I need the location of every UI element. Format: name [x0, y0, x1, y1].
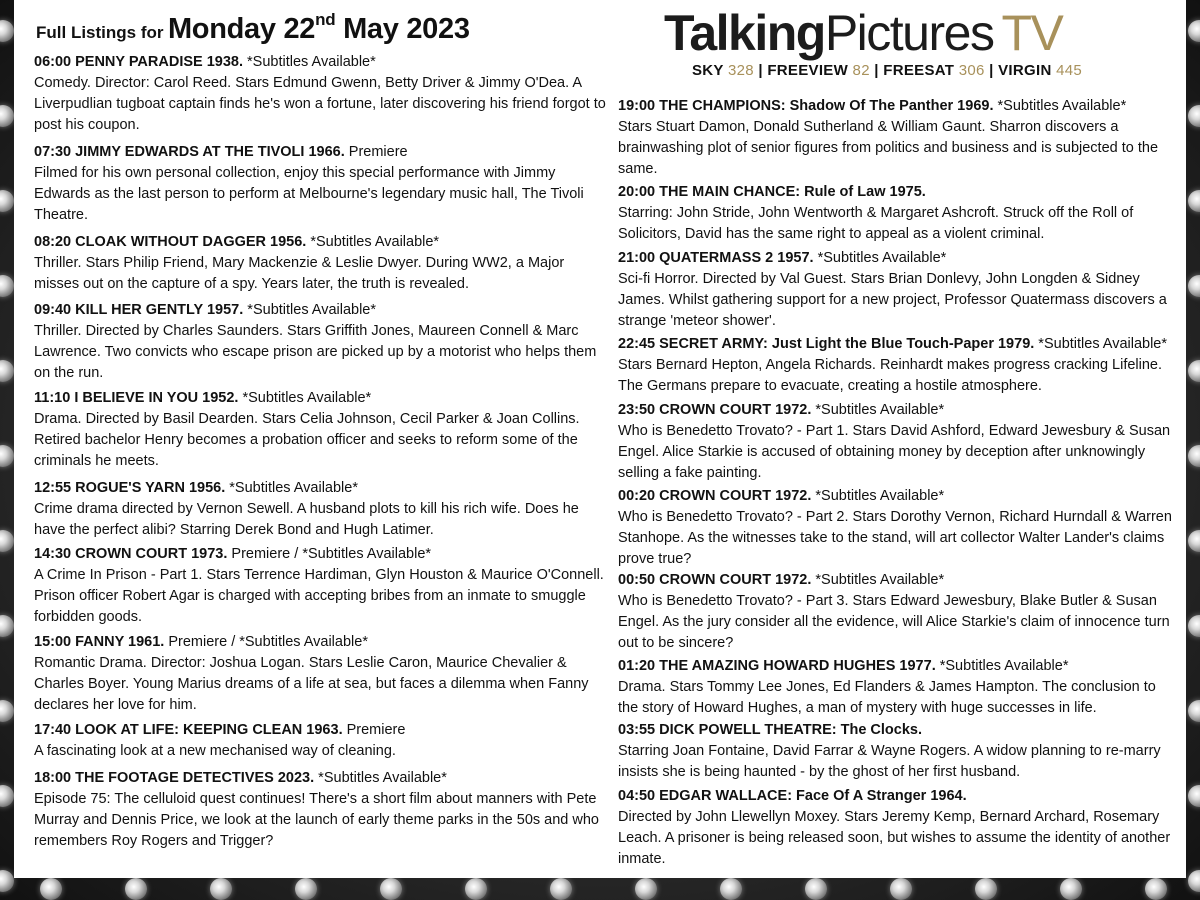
listing-item: [618, 334, 1178, 397]
listing-heading: 04:50 EDGAR WALLACE: Face Of A Stranger 1964.: [618, 788, 967, 804]
talking-pictures-logo: [664, 4, 1062, 62]
listing-description: Drama. Stars Tommy Lee Jones, Ed Flanders & James Hampton. The conclusion to the story of Howard Hughes, a man of mystery with huge successes in life.: [618, 679, 1156, 716]
listing-item: [618, 96, 1178, 180]
listing-description: Who is Benedetto Trovato? - Part 2. Stars Dorothy Vernon, Richard Hurndall & Warren Stanhope. As the witnesses take to the stand, will art collector Walter Lander's claims prove true?: [618, 509, 1172, 567]
marquee-bulb: [0, 20, 14, 42]
listing-item: [34, 232, 609, 295]
listing-tag: Premiere / *Subtitles Available*: [227, 546, 432, 562]
listing-description: Who is Benedetto Trovato? - Part 1. Stars David Ashford, Edward Jewesbury & Susan Engel. Alice Starkie is accused of obtaining money by deception after unknowingly selling a fake painting.: [618, 423, 1171, 481]
marquee-bulb: [210, 878, 232, 900]
channel-freeview: FREEVIEW 82: [767, 62, 870, 79]
listing-description: A fascinating look at a new mechanised way of cleaning.: [34, 743, 396, 759]
marquee-bulb: [0, 785, 14, 807]
marquee-bulb: [1188, 870, 1200, 892]
marquee-bulb: [0, 190, 14, 212]
listing-item: [618, 248, 1178, 332]
listing-tag: *Subtitles Available*: [993, 98, 1127, 114]
listing-tag: *Subtitles Available*: [243, 54, 376, 70]
listing-tag: *Subtitles Available*: [225, 480, 358, 496]
marquee-bulb: [0, 615, 14, 637]
listing-description: Crime drama directed by Vernon Sewell. A husband plots to kill his rich wife. Does he have the perfect alibi? Starring Derek Bond and Hugh Latimer.: [34, 501, 579, 538]
marquee-bulb: [1188, 530, 1200, 552]
listing-description: Comedy. Director: Carol Reed. Stars Edmund Gwenn, Betty Driver & Jimmy O'Dea. A Liverpudlian tugboat captain finds he's won a fortune, later discovering his friend forgot to post his coupon.: [34, 75, 606, 133]
listing-tag: *Subtitles Available*: [811, 572, 945, 588]
listing-item: [34, 142, 609, 226]
listing-heading: 17:40 LOOK AT LIFE: KEEPING CLEAN 1963.: [34, 722, 343, 738]
title-date: [167, 10, 470, 45]
channel-sky: SKY 328: [692, 62, 754, 79]
marquee-bulb: [1188, 700, 1200, 722]
listing-heading: 20:00 THE MAIN CHANCE: Rule of Law 1975.: [618, 184, 926, 200]
marquee-bulb: [1060, 878, 1082, 900]
marquee-bulb: [1188, 360, 1200, 382]
marquee-bulb: [550, 878, 572, 900]
listing-heading: 00:50 CROWN COURT 1972.: [618, 572, 812, 588]
marquee-bulb: [1188, 785, 1200, 807]
listing-description: Episode 75: The celluloid quest continues! There's a short film about manners with Pete Murray and Dennis Price, we look at the launch of early theme parks in the 50s and who remembers Roy Rogers and Trigger?: [34, 791, 599, 849]
marquee-bulb: [40, 878, 62, 900]
listing-heading: 21:00 QUATERMASS 2 1957.: [618, 250, 814, 266]
listing-heading: 18:00 THE FOOTAGE DETECTIVES 2023.: [34, 770, 315, 786]
listings-panel: [14, 0, 1186, 878]
marquee-bulb: [1188, 615, 1200, 637]
title-day: Monday 22: [167, 13, 316, 45]
listing-heading: 11:10 I BELIEVE IN YOU 1952.: [34, 390, 239, 406]
listing-tag: *Subtitles Available*: [813, 250, 947, 266]
title-prefix: Full Listings for: [36, 23, 164, 42]
marquee-bulb: [0, 275, 14, 297]
listing-tag: Premiere: [342, 722, 406, 738]
marquee-bulb: [975, 878, 997, 900]
listing-heading: 07:30 JIMMY EDWARDS AT THE TIVOLI 1966.: [34, 144, 345, 160]
listing-item: [34, 478, 609, 541]
channel-virgin: VIRGIN 445: [998, 62, 1083, 79]
listing-tag: *Subtitles Available*: [306, 234, 440, 250]
listing-heading: 03:55 DICK POWELL THEATRE: The Clocks.: [618, 722, 923, 738]
listing-item: [618, 400, 1178, 484]
listing-description: Filmed for his own personal collection, enjoy this special performance with Jimmy Edwards as the last person to perform at Melbourne's legendary music hall, The Tivoli Theatre.: [34, 165, 584, 223]
listing-heading: 22:45 SECRET ARMY: Just Light the Blue Touch-Paper 1979.: [618, 336, 1035, 352]
marquee-bulb: [635, 878, 657, 900]
listing-tag: Premiere: [344, 144, 408, 160]
marquee-bulb: [1188, 275, 1200, 297]
marquee-bulb: [1188, 105, 1200, 127]
listing-description: A Crime In Prison - Part 1. Stars Terrence Hardiman, Glyn Houston & Maurice O'Connell. Prison officer Robert Agar is charged with accepting bribes from an inmate to smuggle forbidden goods.: [34, 567, 604, 625]
marquee-bulb: [295, 878, 317, 900]
listing-item: [34, 632, 609, 716]
marquee-bulb: [0, 700, 14, 722]
listing-tag: *Subtitles Available*: [811, 402, 945, 418]
listing-item: [618, 570, 1178, 654]
listing-heading: 09:40 KILL HER GENTLY 1957.: [34, 302, 244, 318]
listing-item: [618, 656, 1178, 719]
title-month-year: May 2023: [343, 13, 470, 45]
listing-tag: *Subtitles Available*: [811, 488, 945, 504]
listing-item: [618, 720, 1178, 783]
marquee-bulb: [0, 445, 14, 467]
listing-description: Starring: John Stride, John Wentworth & Margaret Ashcroft. Struck off the Roll of Solicitors, David has the same right to appeal as a violent criminal.: [618, 205, 1134, 242]
channel-numbers: SKY 328 | FREEVIEW 82 | FREESAT 306 | VIRGIN 445: [692, 62, 1083, 79]
listing-tag: *Subtitles Available*: [935, 658, 1069, 674]
listing-tag: *Subtitles Available*: [238, 390, 372, 406]
logo-talking: Talking: [664, 5, 825, 61]
marquee-bulb: [465, 878, 487, 900]
listing-description: Stars Bernard Hepton, Angela Richards. Reinhardt makes progress cracking Lifeline. The Germans prepare to evacuate, creating a hostile atmosphere.: [618, 357, 1163, 394]
marquee-bulb: [380, 878, 402, 900]
listing-tag: *Subtitles Available*: [243, 302, 377, 318]
listing-description: Thriller. Directed by Charles Saunders. Stars Griffith Jones, Maureen Connell & Marc Lawrence. Two convicts who escape prison are picked up by a motorist who helps them on the run.: [34, 323, 597, 381]
listing-description: Thriller. Stars Philip Friend, Mary Mackenzie & Leslie Dwyer. During WW2, a Major misses out on the capture of a spy. Years later, the truth is revealed.: [34, 255, 565, 292]
marquee-bulb: [1188, 190, 1200, 212]
listing-description: Who is Benedetto Trovato? - Part 3. Stars Edward Jewesbury, Blake Butler & Susan Engel. As the jury consider all the evidence, will Alice Starkie's claim of innocence turn out to be sincere?: [618, 593, 1170, 651]
marquee-bulb: [1188, 445, 1200, 467]
listing-item: [618, 786, 1178, 870]
listing-item: [34, 768, 609, 852]
listing-item: [34, 544, 609, 628]
listing-item: [34, 300, 609, 384]
logo-tv: TV: [1001, 5, 1063, 61]
channel-freesat: FREESAT 306: [883, 62, 985, 79]
logo-pictures: Pictures: [824, 5, 994, 61]
listing-heading: 12:55 ROGUE'S YARN 1956.: [34, 480, 226, 496]
listing-heading: 15:00 FANNY 1961.: [34, 634, 165, 650]
marquee-bulb: [0, 870, 14, 892]
listing-description: Stars Stuart Damon, Donald Sutherland & William Gaunt. Sharron discovers a brainwashing plot of senior figures from politics and business and is subjected to the same.: [618, 119, 1159, 177]
listing-item: [618, 182, 1178, 245]
listing-heading: 00:20 CROWN COURT 1972.: [618, 488, 812, 504]
title-ordinal: nd: [315, 10, 336, 29]
listing-tag: *Subtitles Available*: [1034, 336, 1168, 352]
listing-description: Romantic Drama. Director: Joshua Logan. Stars Leslie Caron, Maurice Chevalier & Charles Boyer. Young Marius dreams of a life at sea, but faces a dilemma when Fanny declares her love for him.: [34, 655, 589, 713]
listing-heading: 06:00 PENNY PARADISE 1938.: [34, 54, 244, 70]
marquee-bulb: [720, 878, 742, 900]
listing-heading: 14:30 CROWN COURT 1973.: [34, 546, 228, 562]
listing-heading: 01:20 THE AMAZING HOWARD HUGHES 1977.: [618, 658, 936, 674]
marquee-bulb: [0, 105, 14, 127]
marquee-bulb: [805, 878, 827, 900]
listing-item: [34, 388, 609, 472]
listing-heading: 08:20 CLOAK WITHOUT DAGGER 1956.: [34, 234, 307, 250]
listing-heading: 23:50 CROWN COURT 1972.: [618, 402, 812, 418]
marquee-bulb: [1145, 878, 1167, 900]
listing-heading: 19:00 THE CHAMPIONS: Shadow Of The Panther 1969.: [618, 98, 994, 114]
listing-item: [34, 52, 609, 136]
listing-tag: Premiere / *Subtitles Available*: [164, 634, 368, 650]
listing-description: Sci-fi Horror. Directed by Val Guest. Stars Brian Donlevy, John Longden & Sidney James. Whilst gathering support for a new project, Professor Quatermass discovers a strange 'meteor shower'.: [618, 271, 1167, 329]
marquee-bulb: [0, 530, 14, 552]
listing-tag: *Subtitles Available*: [314, 770, 447, 786]
marquee-bulb: [0, 360, 14, 382]
listing-item: [34, 720, 609, 762]
listing-item: [618, 486, 1178, 570]
listing-description: Directed by John Llewellyn Moxey. Stars Jeremy Kemp, Bernard Archard, Rosemary Leach. A prisoner is being released soon, but wishes to assume the identity of another inmate.: [618, 809, 1171, 867]
marquee-bulb: [125, 878, 147, 900]
listing-description: Drama. Directed by Basil Dearden. Stars Celia Johnson, Cecil Parker & Joan Collins. Retired bachelor Henry becomes a probation officer and seeks to reform some of the criminals he meets.: [34, 411, 580, 469]
page-title: [36, 10, 470, 46]
listing-description: Starring Joan Fontaine, David Farrar & Wayne Rogers. A widow planning to re-marry insists she is being haunted - by the ghost of her first husband.: [618, 743, 1161, 780]
marquee-bulb: [890, 878, 912, 900]
marquee-bulb: [1188, 20, 1200, 42]
